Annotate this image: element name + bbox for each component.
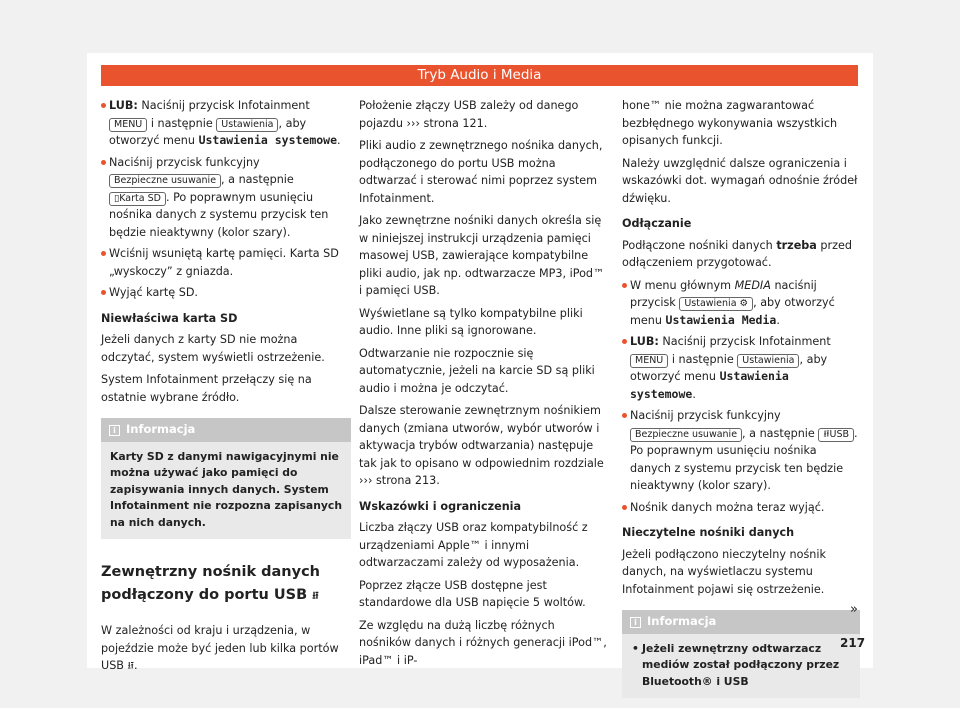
paragraph: Wyświetlane są tylko kompatybilne pliki audio. Inne pliki są ignorowane. [359, 306, 583, 337]
list-item: W menu głównym MEDIA naciśnij przycisk Ustawienia ⚙ , aby otworzyć menu Ustawienia Media. [622, 277, 860, 330]
usb-icon: ⭿ [823, 428, 830, 440]
subheading: Wskazówki i ograniczenia [359, 499, 522, 513]
page-header: Tryb Audio i Media [101, 65, 858, 86]
paragraph: hone™ nie można zagwarantować bezbłędnego wykonywania wszystkich opisanych funkcji. [622, 99, 838, 147]
list-item: Naciśnij przycisk funkcyjny Bezpieczne usuwanie , a następnie ⭿USB . Po poprawnym usunięciu nośnika danych z systemu przycisk ten będzie nieaktywny (kolor szary). [622, 407, 860, 495]
info-body: Karty SD z danymi nawigacyjnymi nie można używać jako pamięci do zapisywania innych danych. System Infotainment nie rozpozna zapisanych na nich danych. [110, 449, 343, 529]
paragraph: Liczba złączy USB oraz kompatybilność z urządzeniami Apple™ i innymi odtwarzaczami zależy od wyposażenia. [359, 521, 588, 569]
ustawienia-button: Ustawienia [737, 354, 799, 368]
column-1 [101, 97, 351, 681]
column-2 [359, 97, 609, 674]
column-3 [622, 97, 860, 702]
sd-card-icon: ▯ [114, 192, 120, 204]
info-box: i Informacja Karty SD z danymi nawigacyjnymi nie można używać jako pamięci do zapisywania innych danych. System Infotainment nie rozpozna zapisanych na nich danych. [101, 418, 351, 539]
section-title: Zewnętrzny nośnik danych podłączony do portu USB ⭿ [101, 564, 321, 603]
list-item: LUB: Naciśnij przycisk Infotainment MENU i następnie Ustawienia , aby otworzyć menu Ustawienia systemowe. [101, 97, 351, 150]
bezpieczne-usuwanie-button: Bezpieczne usuwanie [630, 428, 742, 442]
paragraph: Jako zewnętrzne nośniki danych określa się w niniejszej instrukcji urządzenia pamięci masowej USB, zawierające kompatybilne pliki audio, jak np. odtwarzacze MP3, iPod™ i pamięci USB. [359, 214, 605, 297]
list-item: Naciśnij przycisk funkcyjny Bezpieczne usuwanie , a następnie ▯Karta SD . Po poprawnym usunięciu nośnika danych z systemu przycisk ten będzie nieaktywny (kolor szary). [101, 154, 351, 242]
paragraph: Należy uwzględnić dalsze ograniczenia i wskazówki dot. wymagań odnośnie źródeł dźwięku. [622, 156, 858, 205]
paragraph: Jeżeli danych z karty SD nie można odczytać, system wyświetli ostrzeżenie. [101, 333, 325, 364]
usb-icon: ⭿ [312, 591, 319, 602]
paragraph: Pliki audio z zewnętrznego nośnika danych, podłączonego do portu USB można odtwarzać i sterować nimi poprzez system Infotainment. [359, 139, 603, 205]
usb-icon: ⭿ [127, 661, 134, 672]
ustawienia-button: Ustawienia [216, 118, 278, 132]
bezpieczne-usuwanie-button: Bezpieczne usuwanie [109, 174, 221, 188]
paragraph: Ze względu na dużą liczbę różnych nośników danych i różnych generacji iPod™, iPad™ i iP- [359, 618, 607, 667]
page-number: 217 [840, 636, 866, 650]
info-icon: i [630, 617, 641, 628]
subheading: Nieczytelne nośniki danych [622, 526, 795, 539]
paragraph: Podłączone nośniki danych trzeba przed odłączeniem przygotować. [622, 238, 852, 269]
paragraph: Jeżeli podłączono nieczytelny nośnik danych, na wyświetlaczu systemu Infotainment pojawi się ostrzeżenie. [622, 547, 826, 596]
paragraph: Położenie złączy USB zależy od danego pojazdu ››› strona 121. [359, 99, 579, 130]
list-item: Wyjąć kartę SD. [101, 284, 351, 302]
usb-button: ⭿USB [818, 428, 854, 442]
paragraph: System Infotainment przełączy się na ostatnie wybrane źródło. [101, 373, 312, 404]
karta-sd-button: ▯Karta SD [109, 192, 166, 206]
continue-mark: » [850, 602, 858, 617]
ustawienia-button: Ustawienia ⚙ [679, 297, 753, 311]
info-box: i Informacja • Jeżeli zewnętrzny odtwarzacz mediów został podłączony przez Bluetooth® i USB [622, 610, 860, 698]
menu-button: MENU [109, 118, 147, 132]
subheading: Odłączanie [622, 217, 692, 230]
gear-icon: ⚙ [739, 298, 749, 309]
paragraph: W zależności od kraju i urządzenia, w pojeździe może być jeden lub kilka portów USB ⭿. [101, 624, 339, 672]
list-item: LUB: Naciśnij przycisk Infotainment MENU i następnie Ustawienia , aby otworzyć menu Ustawienia systemowe. [622, 333, 860, 403]
paragraph: Odtwarzanie nie rozpocznie się automatycznie, jeżeli na karcie SD są pliki audio i można je odczytać. [359, 346, 595, 395]
info-icon: i [109, 425, 120, 436]
subheading: Niewłaściwa karta SD [101, 311, 238, 325]
paragraph: Dalsze sterowanie zewnętrznym nośnikiem danych (zmiana utworów, wybór utworów i aktywacja trybów odtwarzania) następuje tak jak to opisano w odpowiednim rozdziale ››› strona 213. [359, 404, 604, 487]
list-item: Nośnik danych można teraz wyjąć. [622, 499, 860, 517]
paragraph: Poprzez złącze USB dostępne jest standardowe dla USB napięcie 5 woltów. [359, 578, 586, 609]
info-body: • Jeżeli zewnętrzny odtwarzacz mediów został podłączony przez Bluetooth® i USB [632, 641, 840, 688]
list-item: Wciśnij wsuniętą kartę pamięci. Karta SD „wyskoczy” z gniazda. [101, 245, 351, 280]
menu-button: MENU [630, 354, 668, 368]
